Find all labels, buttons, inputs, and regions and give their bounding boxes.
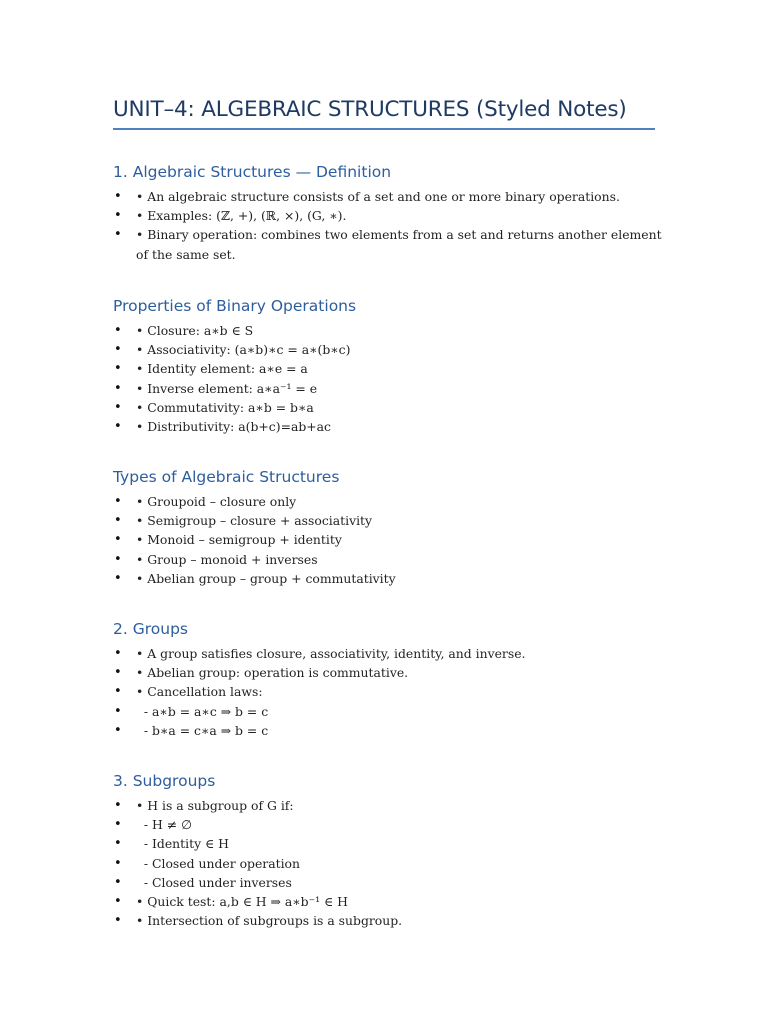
list-item-text: • Intersection of subgroups is a subgroup. (136, 913, 403, 929)
bullet-marker: • (114, 894, 122, 910)
bullet-marker: • (114, 227, 122, 243)
section-properties-of-binary-operations (113, 293, 673, 436)
bullet-marker: • (114, 684, 122, 700)
bullet-list (113, 796, 673, 930)
bullet-marker: • (114, 208, 122, 224)
bullet-marker: • (114, 189, 122, 204)
bullet-marker: • (114, 323, 122, 338)
bullet-marker: • (114, 722, 122, 738)
bullet-list (113, 187, 673, 264)
list-item-text: • Binary operation: combines two elements from a set and returns another element of the same set. (136, 227, 666, 262)
list-item-text: • A group satisfies closure, associativity, identity, and inverse. (136, 646, 526, 661)
list-item (113, 417, 673, 436)
list-item (113, 187, 673, 206)
list-item-text: • Semigroup – closure + associativity (136, 513, 373, 529)
list-item (113, 511, 673, 530)
bullet-marker: • (114, 646, 122, 661)
list-item (113, 911, 673, 930)
list-item (113, 550, 673, 569)
list-item-text: • An algebraic structure consists of a set and one or more binary operations. (136, 189, 620, 204)
bullet-marker: • (114, 836, 122, 852)
list-item (113, 892, 673, 911)
bullet-marker: • (114, 798, 122, 813)
list-item-text: - b∗a = c∗a ⇒ b = c (136, 722, 269, 738)
bullet-marker: • (114, 913, 122, 929)
bullet-marker: • (114, 570, 122, 586)
list-item (113, 834, 673, 853)
list-item-text: • Abelian group – group + commutativity (136, 570, 396, 586)
list-item-text: - a∗b = a∗c ⇒ b = c (136, 703, 269, 719)
bullet-list (113, 321, 673, 436)
section-subgroups (113, 768, 673, 930)
section-heading: Properties of Binary Operations (113, 297, 357, 315)
title-underline-rule (113, 128, 655, 130)
list-item (113, 569, 673, 588)
bullet-marker: • (114, 380, 122, 396)
bullet-marker: • (114, 513, 122, 529)
bullet-marker: • (114, 532, 122, 548)
list-item (113, 721, 673, 740)
page-title: UNIT–4: ALGEBRAIC STRUCTURES (Styled Notes) (113, 97, 627, 122)
list-item-text: • Cancellation laws: (136, 684, 263, 700)
list-item-text: • Inverse element: a∗a⁻¹ = e (136, 380, 318, 396)
list-item (113, 530, 673, 549)
list-item (113, 873, 673, 892)
list-item-text: - Identity ∈ H (136, 836, 229, 852)
list-item (113, 796, 673, 815)
list-item (113, 379, 673, 398)
list-item (113, 206, 673, 225)
section-heading: 2. Groups (113, 620, 188, 638)
list-item (113, 359, 673, 378)
list-item-text: • Distributivity: a(b+c)=ab+ac (136, 419, 331, 435)
bullet-list (113, 492, 673, 588)
list-item (113, 682, 673, 701)
list-item (113, 225, 673, 263)
bullet-marker: • (114, 703, 122, 719)
list-item-text: - H ≠ ∅ (136, 817, 192, 833)
bullet-marker: • (114, 399, 122, 415)
bullet-marker: • (114, 494, 122, 509)
list-item-text: • Associativity: (a∗b)∗c = a∗(b∗c) (136, 342, 351, 358)
list-item (113, 815, 673, 834)
bullet-marker: • (114, 874, 122, 890)
list-item (113, 340, 673, 359)
list-item-text: - Closed under operation (136, 855, 300, 871)
bullet-list (113, 644, 673, 740)
list-item (113, 702, 673, 721)
list-item (113, 663, 673, 682)
list-item-text: • Groupoid – closure only (136, 494, 297, 509)
bullet-marker: • (114, 855, 122, 871)
list-item (113, 644, 673, 663)
list-item-text: • Group – monoid + inverses (136, 551, 318, 567)
list-item-text: • Abelian group: operation is commutative. (136, 665, 409, 681)
bullet-marker: • (114, 419, 122, 435)
list-item (113, 492, 673, 511)
section-heading: 3. Subgroups (113, 772, 216, 790)
list-item (113, 854, 673, 873)
list-item-text: • Closure: a∗b ∈ S (136, 323, 254, 338)
bullet-marker: • (114, 665, 122, 681)
section-heading: Types of Algebraic Structures (113, 468, 340, 486)
section-heading: 1. Algebraic Structures — Definition (113, 163, 392, 181)
bullet-marker: • (114, 342, 122, 358)
bullet-marker: • (114, 361, 122, 377)
section-types-of-algebraic-structures (113, 464, 673, 588)
list-item-text: • Identity element: a∗e = a (136, 361, 308, 377)
list-item-text: • H is a subgroup of G if: (136, 798, 294, 813)
list-item-text: • Commutativity: a∗b = b∗a (136, 399, 314, 415)
list-item (113, 398, 673, 417)
section-groups (113, 616, 673, 740)
bullet-marker: • (114, 817, 122, 833)
list-item-text: - Closed under inverses (136, 874, 292, 890)
list-item-text: • Examples: (ℤ, +), (ℝ, ×), (G, ∗). (136, 208, 347, 224)
list-item-text: • Monoid – semigroup + identity (136, 532, 342, 548)
section-algebraic-structures-definition (113, 159, 673, 264)
list-item (113, 321, 673, 340)
bullet-marker: • (114, 551, 122, 567)
list-item-text: • Quick test: a,b ∈ H ⇒ a∗b⁻¹ ∈ H (136, 894, 348, 910)
